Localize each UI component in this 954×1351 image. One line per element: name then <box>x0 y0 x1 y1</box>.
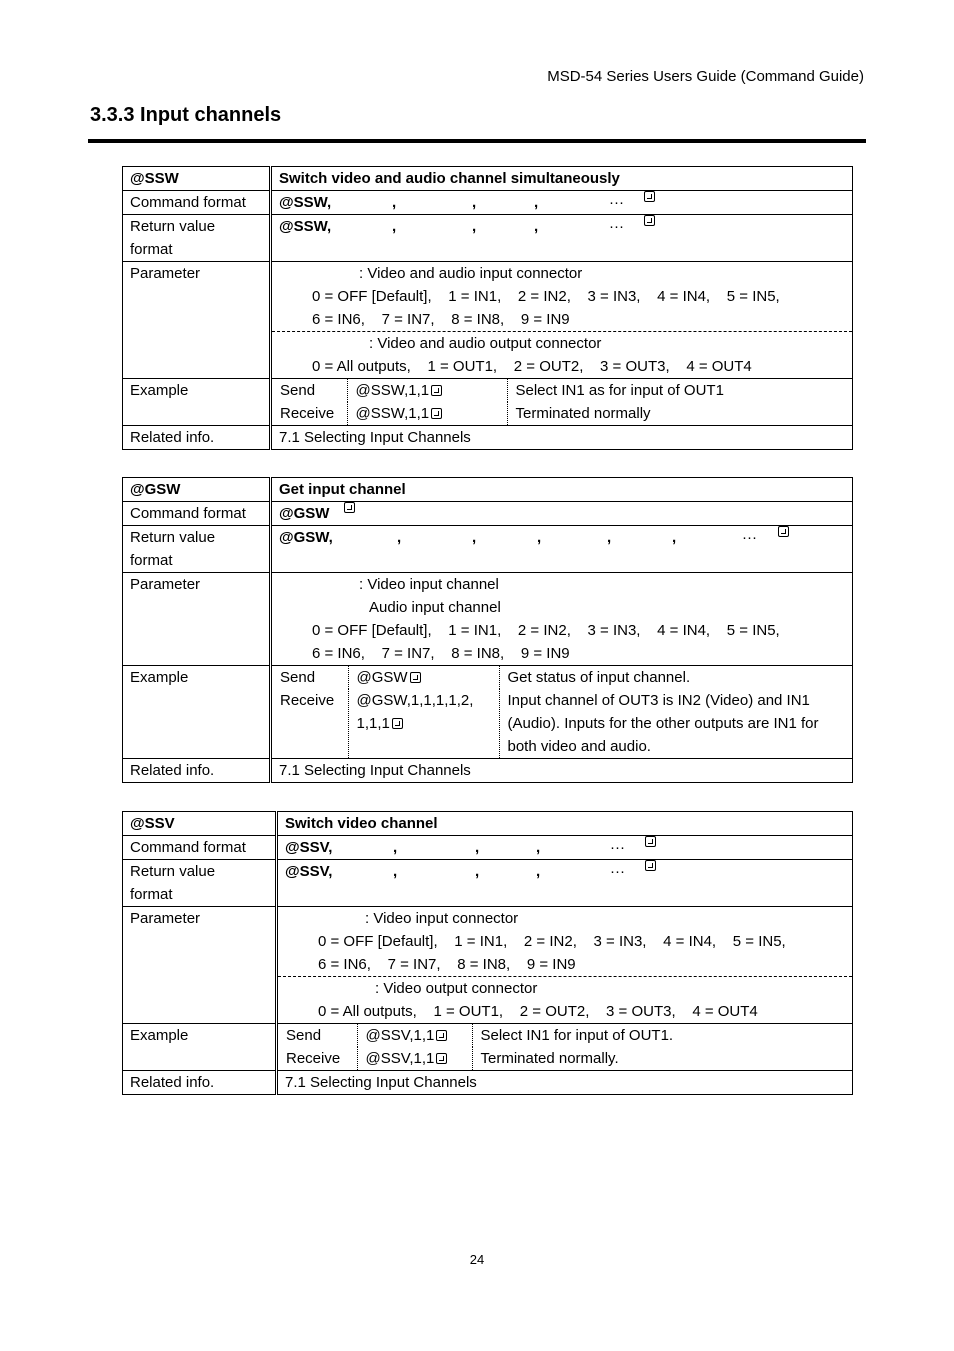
ssv-label-command-format: Command format <box>123 836 277 860</box>
gsw-command-format <box>271 502 853 526</box>
gsw-label-command-format: Command format <box>123 502 271 526</box>
receive-description <box>499 689 852 758</box>
receive-command <box>348 689 499 758</box>
ssv-label-return-format <box>123 860 277 907</box>
param-values: 0 = OFF [Default], 1 = IN1, 2 = IN2, 3 = IN3, 4 = IN4, 5 = IN5, <box>312 622 780 639</box>
receive-label: Receive <box>280 692 335 709</box>
ssw-command-table <box>122 166 853 450</box>
ssw-label-example: Example <box>123 379 271 426</box>
enter-key-icon <box>436 1053 447 1064</box>
param-description: : Video input channel <box>359 576 499 593</box>
gsw-related-info: 7.1 Selecting Input Channels <box>271 759 853 783</box>
label-line: Return value <box>130 218 216 235</box>
enter-key-icon <box>778 526 789 537</box>
ssv-example <box>277 1024 853 1071</box>
ssw-label-parameter: Parameter <box>123 262 271 379</box>
param-description: : Video input connector <box>365 910 519 927</box>
ssw-return-format <box>271 215 853 262</box>
receive-description-line: (Audio). Inputs for the other outputs are IN1 for <box>507 715 819 732</box>
ssw-label-related: Related info. <box>123 426 271 450</box>
enter-key-icon <box>344 502 355 513</box>
param-values: 0 = All outputs, 1 = OUT1, 2 = OUT2, 3 = OUT3, 4 = OUT4 <box>318 1003 758 1020</box>
ssw-example <box>271 379 853 426</box>
receive-command-line: 1,1,1 <box>357 712 499 735</box>
gsw-label-return-format <box>123 526 271 573</box>
receive-description-line: both video and audio. <box>507 738 651 755</box>
format-comma: , <box>397 529 402 546</box>
gsw-label-example: Example <box>123 666 271 759</box>
enter-key-icon <box>645 860 656 871</box>
send-command: @SSV,1,1 <box>357 1024 472 1047</box>
title-rule <box>88 139 866 143</box>
format-comma: , <box>607 529 612 546</box>
param-description: Audio input channel <box>369 599 501 616</box>
format-comma: , <box>393 839 398 856</box>
label-line: format <box>130 241 173 258</box>
param-description: : Video and audio input connector <box>359 265 583 282</box>
format-comma: , <box>393 863 398 880</box>
gsw-param <box>271 573 853 666</box>
format-ellipsis: ··· <box>610 863 625 880</box>
document-header: MSD-54 Series Users Guide (Command Guide) <box>547 68 864 85</box>
format-comma: , <box>392 218 397 235</box>
send-command: @GSW <box>348 666 499 689</box>
format-comma: , <box>392 194 397 211</box>
ssv-command-description: Switch video channel <box>277 812 853 836</box>
format-comma: , <box>534 218 539 235</box>
ssw-command-name: @SSW <box>123 167 271 191</box>
enter-key-icon <box>644 215 655 226</box>
enter-key-icon <box>410 672 421 683</box>
receive-description-line: Input channel of OUT3 is IN2 (Video) and IN1 <box>507 692 810 709</box>
send-description: Get status of input channel. <box>507 669 691 686</box>
enter-key-icon <box>431 385 442 396</box>
ssv-label-parameter: Parameter <box>123 907 277 1024</box>
ssw-command-format <box>271 191 853 215</box>
ssv-command-table <box>122 811 853 1095</box>
ssw-param-output <box>271 332 853 379</box>
enter-key-icon <box>436 1030 447 1041</box>
ssw-label-command-format: Command format <box>123 191 271 215</box>
ssw-command-description: Switch video and audio channel simultaneously <box>271 167 853 191</box>
receive-label: Receive <box>280 405 335 422</box>
param-values: 6 = IN6, 7 = IN7, 8 = IN8, 9 = IN9 <box>312 311 570 328</box>
gsw-command-name: @GSW <box>123 478 271 502</box>
ssv-format-prefix: @SSV, <box>285 839 333 856</box>
section-title: 3.3.3 Input channels <box>90 104 282 126</box>
format-ellipsis: ··· <box>610 839 625 856</box>
format-comma: , <box>537 529 542 546</box>
enter-key-icon <box>431 408 442 419</box>
ssw-return-prefix: @SSW, <box>279 218 332 235</box>
enter-key-icon <box>392 718 403 729</box>
ssv-command-format <box>277 836 853 860</box>
param-values: 6 = IN6, 7 = IN7, 8 = IN8, 9 = IN9 <box>318 956 576 973</box>
ssv-related-info: 7.1 Selecting Input Channels <box>277 1071 853 1095</box>
enter-key-icon <box>644 191 655 202</box>
ssw-label-return-format <box>123 215 271 262</box>
ssw-param-input <box>271 262 853 332</box>
format-comma: , <box>534 194 539 211</box>
param-description: : Video output connector <box>375 980 538 997</box>
receive-command-line: @GSW,1,1,1,1,2, <box>356 692 474 709</box>
param-values: 0 = OFF [Default], 1 = IN1, 2 = IN2, 3 = IN3, 4 = IN4, 5 = IN5, <box>312 288 780 305</box>
enter-key-icon <box>645 836 656 847</box>
ssv-param-output <box>277 977 853 1024</box>
ssv-command-name: @SSV <box>123 812 277 836</box>
format-ellipsis: ··· <box>609 194 624 211</box>
receive-label: Receive <box>286 1050 341 1067</box>
send-description: Select IN1 for input of OUT1. <box>480 1027 674 1044</box>
receive-description: Terminated normally. <box>480 1050 619 1067</box>
format-comma: , <box>472 218 477 235</box>
format-comma: , <box>536 863 541 880</box>
label-line: format <box>130 552 173 569</box>
ssw-format-prefix: @SSW, <box>279 194 332 211</box>
gsw-return-format <box>271 526 853 573</box>
param-description: : Video and audio output connector <box>369 335 602 352</box>
gsw-label-parameter: Parameter <box>123 573 271 666</box>
ssv-param-input <box>277 907 853 977</box>
label-line: Return value <box>130 529 216 546</box>
format-comma: , <box>672 529 677 546</box>
gsw-command-table <box>122 477 853 783</box>
receive-description: Terminated normally <box>515 405 651 422</box>
ssv-label-related: Related info. <box>123 1071 277 1095</box>
gsw-label-related: Related info. <box>123 759 271 783</box>
ssv-return-format <box>277 860 853 907</box>
ssw-related-info: 7.1 Selecting Input Channels <box>271 426 853 450</box>
gsw-example <box>271 666 853 759</box>
send-command: @SSW,1,1 <box>347 379 507 402</box>
gsw-command-description: Get input channel <box>271 478 853 502</box>
send-label: Send <box>280 669 316 686</box>
label-line: Return value <box>130 863 216 880</box>
page-number: 24 <box>469 1252 485 1267</box>
format-comma: , <box>475 839 480 856</box>
format-ellipsis: ··· <box>609 218 624 235</box>
gsw-format-prefix: @GSW <box>279 505 330 522</box>
ssv-return-prefix: @SSV, <box>285 863 333 880</box>
format-comma: , <box>472 529 477 546</box>
send-label: Send <box>280 382 316 399</box>
format-ellipsis: ··· <box>742 529 757 546</box>
param-values: 0 = All outputs, 1 = OUT1, 2 = OUT2, 3 = OUT3, 4 = OUT4 <box>312 358 752 375</box>
label-line: format <box>130 886 173 903</box>
receive-command: @SSW,1,1 <box>347 402 507 425</box>
receive-command: @SSV,1,1 <box>357 1047 472 1070</box>
format-comma: , <box>536 839 541 856</box>
param-values: 0 = OFF [Default], 1 = IN1, 2 = IN2, 3 = IN3, 4 = IN4, 5 = IN5, <box>318 933 786 950</box>
param-values: 6 = IN6, 7 = IN7, 8 = IN8, 9 = IN9 <box>312 645 570 662</box>
ssv-label-example: Example <box>123 1024 277 1071</box>
send-description: Select IN1 as for input of OUT1 <box>515 382 724 399</box>
format-comma: , <box>475 863 480 880</box>
gsw-return-prefix: @GSW, <box>279 529 333 546</box>
send-label: Send <box>286 1027 322 1044</box>
format-comma: , <box>472 194 477 211</box>
